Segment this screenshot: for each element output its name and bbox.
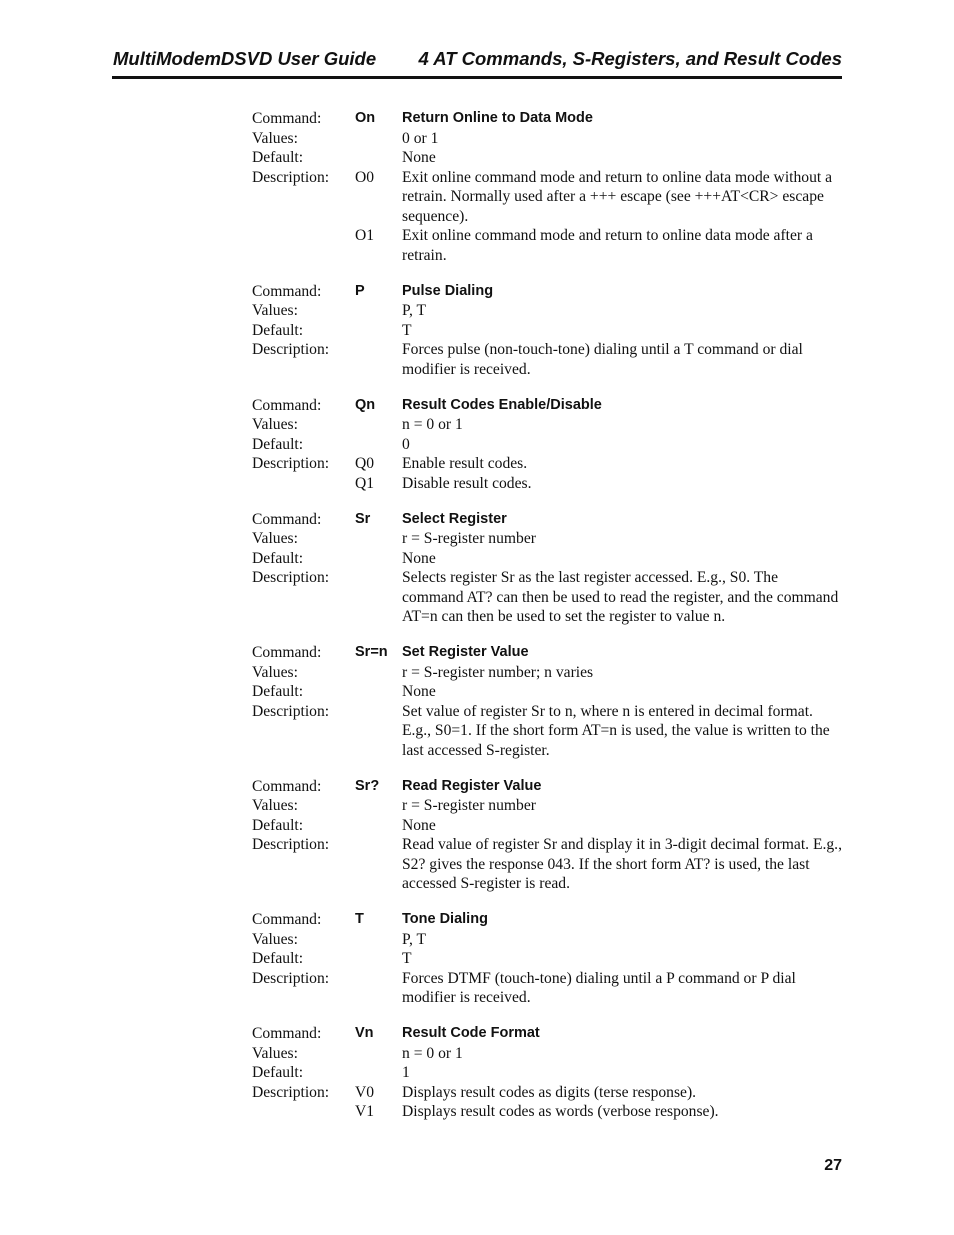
values-row xyxy=(252,415,852,435)
values-text: 0 or 1 xyxy=(402,129,439,147)
command-entry xyxy=(252,510,852,627)
command-label: Command: xyxy=(252,396,322,414)
command-entry xyxy=(252,910,852,1008)
command-row xyxy=(252,643,852,663)
description-label: Description: xyxy=(252,702,330,720)
default-text: 0 xyxy=(402,435,410,453)
command-title: Set Register Value xyxy=(402,644,529,660)
option-code: O0 xyxy=(355,168,375,186)
description-row xyxy=(252,454,852,474)
default-text: T xyxy=(402,950,412,967)
command-code: On xyxy=(355,110,376,126)
description-row xyxy=(252,568,852,627)
description-row xyxy=(252,474,852,494)
default-label: Default: xyxy=(252,435,304,453)
default-label: Default: xyxy=(252,549,304,567)
description-text: Read value of register Sr and display it in 3-digit decimal format. E.g., S2? gives the response 043. If the short form AT? is used, the last accessed S-register is read. xyxy=(402,836,842,892)
command-entry xyxy=(252,396,852,494)
command-row xyxy=(252,282,852,302)
description-row xyxy=(252,1083,852,1103)
values-label: Values: xyxy=(252,1044,298,1062)
description-label: Description: xyxy=(252,836,330,853)
values-label: Values: xyxy=(252,530,298,547)
default-row xyxy=(252,321,852,341)
default-label: Default: xyxy=(252,950,304,967)
command-title: Result Code Format xyxy=(402,1025,540,1041)
option-code: O1 xyxy=(355,227,375,244)
values-row xyxy=(252,1044,852,1064)
page-number: 27 xyxy=(824,1157,842,1174)
command-entry xyxy=(252,109,852,265)
guide-title: MultiModemDSVD User Guide xyxy=(113,48,377,69)
values-label: Values: xyxy=(252,663,298,681)
command-label: Command: xyxy=(252,911,322,928)
values-label: Values: xyxy=(252,129,298,147)
values-text: P, T xyxy=(402,930,426,948)
description-label: Description: xyxy=(252,455,330,472)
default-label: Default: xyxy=(252,1064,304,1081)
description-text: Enable result codes. xyxy=(402,455,528,472)
default-label: Default: xyxy=(252,683,304,700)
values-text: r = S-register number xyxy=(402,530,536,547)
command-row xyxy=(252,396,852,416)
command-title: Tone Dialing xyxy=(402,911,488,927)
values-text: P, T xyxy=(402,302,426,319)
description-text: Displays result codes as digits (terse response). xyxy=(402,1083,697,1101)
option-code: Q1 xyxy=(355,474,375,492)
command-entry xyxy=(252,1024,852,1122)
values-row xyxy=(252,796,852,816)
command-code: Qn xyxy=(355,396,376,413)
command-row xyxy=(252,777,852,797)
command-label: Command: xyxy=(252,110,322,127)
command-label: Command: xyxy=(252,282,322,300)
command-label: Command: xyxy=(252,510,322,528)
default-row xyxy=(252,1063,852,1083)
command-entry xyxy=(252,643,852,760)
default-row xyxy=(252,949,852,969)
values-text: n = 0 or 1 xyxy=(402,416,463,433)
default-row xyxy=(252,435,852,455)
description-label: Description: xyxy=(252,569,330,586)
command-label: Command: xyxy=(252,1025,322,1042)
default-row xyxy=(252,816,852,836)
command-code: Sr? xyxy=(355,777,380,794)
values-label: Values: xyxy=(252,302,298,319)
page-header xyxy=(112,48,842,79)
command-title: Return Online to Data Mode xyxy=(402,110,593,126)
description-row xyxy=(252,702,852,761)
description-row xyxy=(252,1102,852,1122)
command-title: Result Codes Enable/Disable xyxy=(402,396,602,413)
default-label: Default: xyxy=(252,149,304,166)
command-label: Command: xyxy=(252,644,322,661)
description-text: Exit online command mode and return to online data mode without a retrain. Normally used after a +++ escape (see +++AT<CR> escape sequence). xyxy=(402,168,833,225)
description-text: Exit online command mode and return to online data mode after a retrain. xyxy=(402,227,813,264)
command-entry xyxy=(252,282,852,380)
values-text: n = 0 or 1 xyxy=(402,1044,463,1062)
default-text: 1 xyxy=(402,1064,410,1081)
command-code: T xyxy=(355,911,364,927)
default-text: None xyxy=(402,549,436,567)
description-row xyxy=(252,969,852,1008)
values-row xyxy=(252,930,852,950)
command-title: Pulse Dialing xyxy=(402,282,494,299)
command-row xyxy=(252,1024,852,1044)
default-text: None xyxy=(402,149,436,166)
command-entry xyxy=(252,777,852,894)
default-label: Default: xyxy=(252,321,304,339)
description-text: Displays result codes as words (verbose response). xyxy=(402,1103,719,1120)
description-text: Forces DTMF (touch-tone) dialing until a P command or P dial modifier is received. xyxy=(402,969,796,1006)
values-text: r = S-register number; n varies xyxy=(402,663,594,681)
values-label: Values: xyxy=(252,416,298,433)
description-text: Forces pulse (non-touch-tone) dialing until a T command or dial modifier is received. xyxy=(402,341,803,378)
values-text: r = S-register number xyxy=(402,797,536,814)
option-code: Q0 xyxy=(355,455,375,472)
default-text: None xyxy=(402,816,436,834)
values-label: Values: xyxy=(252,797,298,814)
command-code: Vn xyxy=(355,1025,374,1041)
description-text: Selects register Sr as the last register accessed. E.g., S0. The command AT? can then be used to read the register, and the command AT=n can then be used to set the register to value n. xyxy=(402,569,839,625)
command-label: Command: xyxy=(252,777,322,795)
option-code: V1 xyxy=(355,1103,375,1120)
command-list xyxy=(252,109,852,1138)
description-row xyxy=(252,226,852,265)
default-label: Default: xyxy=(252,816,304,834)
default-row xyxy=(252,682,852,702)
command-code: Sr xyxy=(355,510,371,527)
values-row xyxy=(252,129,852,149)
description-label: Description: xyxy=(252,341,330,358)
command-code: Sr=n xyxy=(355,644,388,660)
description-row xyxy=(252,168,852,227)
default-row xyxy=(252,549,852,569)
description-row xyxy=(252,835,852,894)
default-text: T xyxy=(402,321,412,339)
description-row xyxy=(252,340,852,379)
values-row xyxy=(252,663,852,683)
command-row xyxy=(252,910,852,930)
description-text: Set value of register Sr to n, where n is entered in decimal format. E.g., S0=1. If the short form AT=n is used, the value is written to the last accessed S-register. xyxy=(402,702,830,759)
command-row xyxy=(252,510,852,530)
description-text: Disable result codes. xyxy=(402,474,532,492)
command-code: P xyxy=(355,282,365,299)
default-row xyxy=(252,148,852,168)
values-label: Values: xyxy=(252,930,298,948)
values-row xyxy=(252,529,852,549)
command-title: Read Register Value xyxy=(402,777,542,794)
description-label: Description: xyxy=(252,168,330,186)
chapter-title: 4 AT Commands, S-Registers, and Result Codes xyxy=(418,48,842,69)
description-label: Description: xyxy=(252,969,330,987)
command-title: Select Register xyxy=(402,510,507,527)
values-row xyxy=(252,301,852,321)
command-row xyxy=(252,109,852,129)
option-code: V0 xyxy=(355,1083,375,1101)
description-label: Description: xyxy=(252,1083,330,1101)
default-text: None xyxy=(402,683,436,700)
